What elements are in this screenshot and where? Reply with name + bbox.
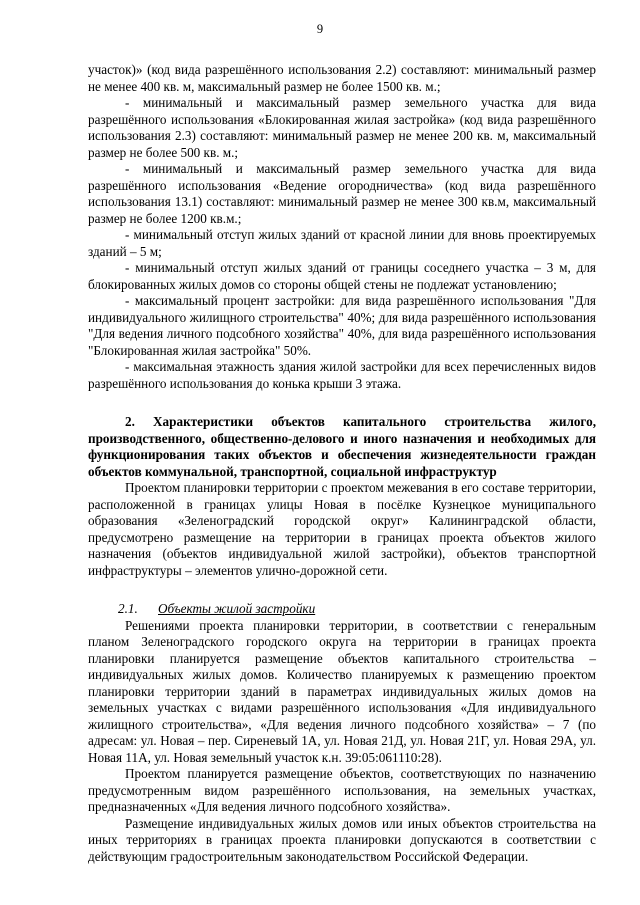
document-body	[88, 62, 596, 865]
subsection-2-1-paragraph: Проектом планируется размещение объектов, соответствующих по назначению предусмотренным видом разрешённого использования, на земельных участках, предназначенных «Для ведения личного подсобного хозяйства».	[88, 766, 596, 814]
subsection-title: Объекты жилой застройки	[158, 601, 316, 616]
spacer	[88, 579, 596, 601]
paragraph-continuation: участок)» (код вида разрешённого использования 2.2) составляют: минимальный размер не менее 400 кв. м, максимальный размер не более 1500 кв. м.;	[88, 62, 596, 94]
list-item-gardening-size: - минимальный и максимальный размер земельного участка для вида разрешённого использования «Ведение огородничества» (код вида разрешённого использования 13.1) составляют: минимальный размер не менее 300 кв.м, максимальный размер не более 1200 кв.м.;	[88, 161, 596, 226]
subsection-2-1-paragraph: Решениями проекта планировки территории, в соответствии с генеральным планом Зеленоградского городского округа на территории в границах проекта планировки планируется размещение объектов капитального строительства – индивидуальных жилых домов. Количество планируемых к размещению проектом планировки территории зданий в параметрах индивидуальных жилых домов на земельных участках с видами разрешённого использования «Для индивидуального жилищного строительства», «Для ведения личного подсобного хозяйства» – 7 (по адресам: ул. Новая – пер. Сиреневый 1А, ул. Новая 21Д, ул. Новая 21Г, ул. Новая 29А, ул. Новая 11А, ул. Новая земельный участок к.н. 39:05:061110:28).	[88, 617, 596, 765]
spacer	[88, 392, 596, 414]
list-item-neighbor-setback: - минимальный отступ жилых зданий от границы соседнего участка – 3 м, для блокированных жилых домов со стороны общей стены не подлежат установлению;	[88, 260, 596, 292]
subsection-2-1-heading	[88, 601, 596, 618]
page-number: 9	[316, 22, 324, 36]
subsection-number: 2.1.	[118, 601, 138, 616]
list-item-max-coverage: - максимальный процент застройки: для вида разрешённого использования "Для индивидуального жилищного строительства" 40%; для вида разрешённого использования "Для ведения личного подсобного хозяйства" 40%, для вида разрешённого использования "Блокированная жилая застройка" 50%.	[88, 293, 596, 358]
section-2-heading: 2. Характеристики объектов капитального строительства жилого, производственного, общественно-делового и иного назначения и необходимых для функционирования таких объектов и обеспечения жизнедеятельности граждан объектов коммунальной, транспортной, социальной инфраструктур	[88, 414, 596, 479]
subsection-2-1-paragraph: Размещение индивидуальных жилых домов или иных объектов строительства на иных территориях в границах проекта планировки допускаются в соответствии с действующим градостроительным законодательством Российской Федерации.	[88, 815, 596, 864]
list-item-blocked-housing-size: - минимальный и максимальный размер земельного участка для вида разрешённого использования «Блокированная жилая застройка» (код вида разрешённого использования 2.3) составляют: минимальный размер не менее 200 кв. м, максимальный размер не более 500 кв. м.;	[88, 95, 596, 160]
list-item-red-line-setback: - минимальный отступ жилых зданий от красной линии для вновь проектируемых зданий – 5 м;	[88, 227, 596, 259]
section-2-paragraph: Проектом планировки территории с проектом межевания в его составе территории, расположенной в границах улицы Новая в посёлке Кузнецкое муниципального образования «Зеленоградский городской округ» Калининградской области, предусмотрено размещение на территории в границах проекта объектов жилого назначения (объектов индивидуальной жилой застройки), объектов транспортной инфраструктуры – элементов улично-дорожной сети.	[88, 480, 596, 578]
list-item-max-floors: - максимальная этажность здания жилой застройки для всех перечисленных видов разрешённого использования до конька крыши 3 этажа.	[88, 359, 596, 391]
